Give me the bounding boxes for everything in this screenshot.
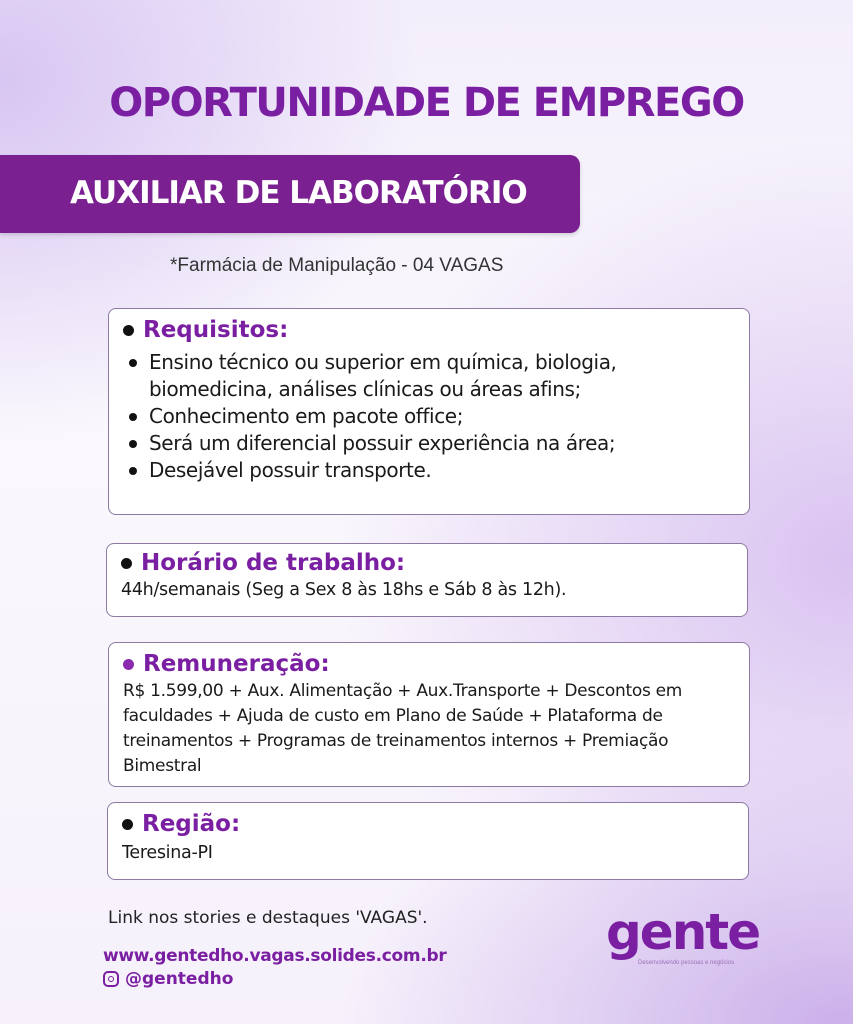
list-item: Desejável possuir transporte.	[123, 457, 735, 484]
remuneracao-title	[123, 651, 735, 677]
requisitos-title	[123, 317, 735, 343]
regiao-title-text: Região:	[142, 811, 241, 837]
gente-logo	[606, 902, 760, 982]
logo-tagline: Desenvolvendo pessoas e negócios	[638, 960, 735, 966]
job-subtitle: *Farmácia de Manipulação - 04 VAGAS	[170, 255, 504, 276]
stories-note: Link nos stories e destaques 'VAGAS'.	[108, 908, 428, 928]
remuneracao-text: R$ 1.599,00 + Aux. Alimentação + Aux.Transporte + Descontos em faculdades + Ajuda de custo em Plano de Saúde + Plataforma de treinamentos + Programas de treinamentos internos + Premiação Bimestral	[123, 681, 683, 776]
horario-title	[121, 550, 733, 576]
requisitos-list	[123, 349, 735, 484]
list-item: Conhecimento em pacote office;	[123, 403, 735, 430]
bullet-icon	[123, 325, 134, 336]
instagram-handle[interactable]	[103, 969, 233, 989]
bullet-icon	[123, 659, 134, 670]
logo-wordmark: gente	[606, 903, 760, 961]
job-title-banner	[0, 155, 580, 233]
horario-card	[106, 543, 748, 617]
list-item: Ensino técnico ou superior em química, biologia, biomedicina, análises clínicas ou áreas afins;	[123, 349, 735, 403]
instagram-icon	[103, 971, 119, 987]
list-item: Será um diferencial possuir experiência na área;	[123, 430, 735, 457]
page-title: OPORTUNIDADE DE EMPREGO	[109, 80, 744, 126]
regiao-card	[107, 802, 749, 880]
job-title: AUXILIAR DE LABORATÓRIO	[70, 175, 527, 211]
jobs-link[interactable]: www.gentedho.vagas.solides.com.br	[103, 946, 447, 966]
requisitos-card	[108, 308, 750, 515]
regiao-title	[122, 811, 734, 837]
instagram-handle-text: @gentedho	[125, 969, 234, 989]
bullet-icon	[122, 819, 133, 830]
requisitos-title-text: Requisitos:	[143, 317, 289, 343]
remuneracao-card	[108, 642, 750, 787]
remuneracao-title-text: Remuneração:	[143, 651, 330, 677]
horario-title-text: Horário de trabalho:	[141, 550, 406, 576]
horario-text: 44h/semanais (Seg a Sex 8 às 18hs e Sáb 8 às 12h).	[121, 580, 567, 600]
bullet-icon	[121, 558, 132, 569]
regiao-text: Teresina-PI	[122, 843, 213, 863]
